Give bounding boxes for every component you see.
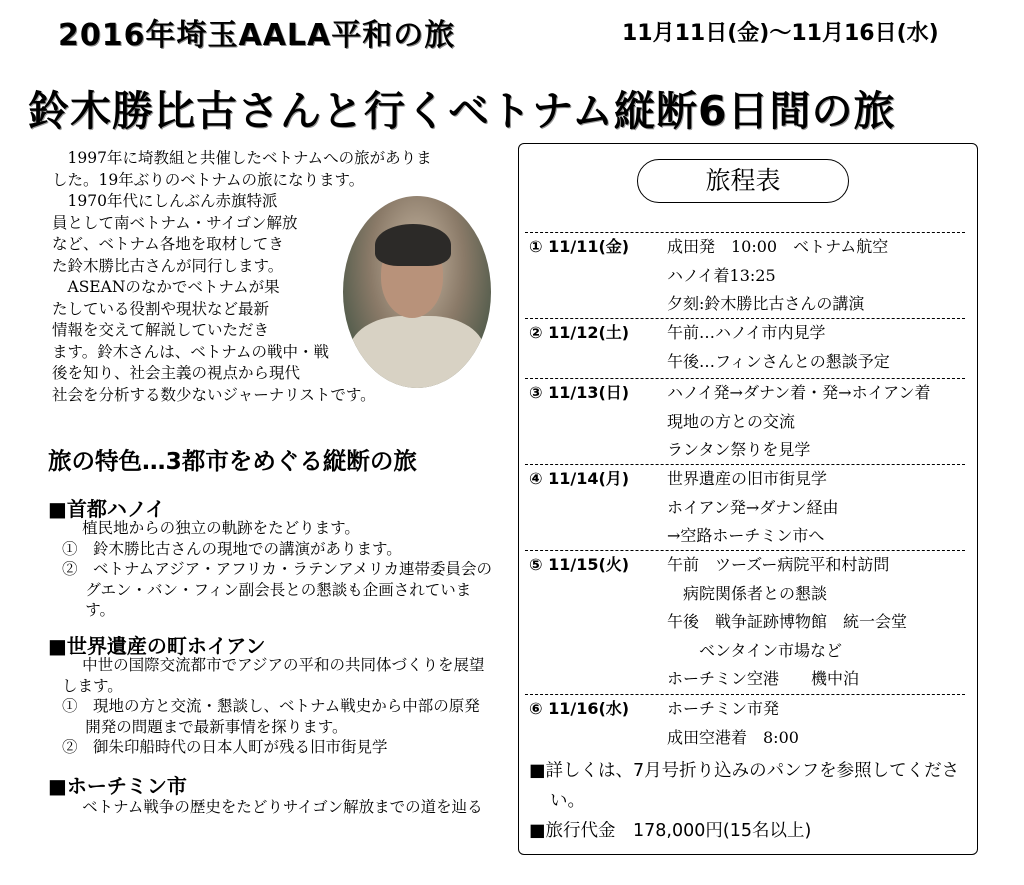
day-line: 午前…ハノイ市内見学 [667, 323, 826, 342]
day-line: 病院関係者との懇談 [667, 583, 828, 603]
section-body-hanoi [62, 518, 492, 621]
itinerary-day-6 [525, 694, 965, 753]
event-dates: 11月11日(金)～11月16日(水) [622, 21, 939, 46]
section-heading-hochiminh: ■ホーチミン市 [48, 774, 187, 798]
day-line: ホーチミン空港 機中泊 [667, 669, 860, 688]
section-lead: 植民地からの独立の軌跡をたどります。 [82, 519, 360, 537]
feature-heading: 旅の特色…3都市をめぐる縦断の旅 [48, 447, 417, 475]
event-title: 2016年埼玉AALA平和の旅 [58, 18, 456, 53]
intro-line: 1970年代にしんぶん赤旗特派 [67, 192, 278, 210]
itinerary-day-3 [525, 378, 965, 463]
intro-line: ASEANのなかでベトナムが果 [67, 278, 280, 296]
day-line: →空路ホーチミン市へ [667, 526, 825, 545]
itinerary-note [529, 756, 969, 846]
day-line: ハノイ発→ダナン着・発→ホイアン着 [667, 383, 931, 402]
section-lead: ベトナム戦争の歴史をたどりサイゴン解放までの道を辿る [82, 798, 483, 816]
intro-line: 1997年に埼教組と共催したベトナムへの旅がありま [67, 149, 432, 167]
section-body-hochiminh [62, 797, 492, 818]
section-item: ① 現地の方と交流・懇談し、ベトナム戦史から中部の原発開発の問題まで最新事情を探ります。 [62, 697, 480, 736]
itinerary-day-4 [525, 464, 965, 549]
intro-line: など、ベトナム各地を取材してき [52, 235, 284, 253]
section-item: ① 鈴木勝比古さんの現地での講演があります。 [62, 539, 402, 558]
day-line: 午後…フィンさんとの懇談予定 [667, 351, 890, 371]
intro-line: た鈴木勝比古さんが同行します。 [52, 256, 284, 275]
section-lead: 中世の国際交流都市でアジアの平和の共同体づくりを展望します。 [62, 656, 485, 695]
day-line: 世界遺産の旧市街見学 [667, 469, 828, 488]
day-label: ⑥ 11/16(水) [529, 699, 630, 718]
intro-line: 後を知り、社会主義の視点から現代 [52, 364, 301, 382]
section-item: ② ベトナムアジア・アフリカ・ラテンアメリカ連帯委員会のグエン・バン・フィン副会長との懇談も企画されています。 [62, 560, 492, 619]
intro-paragraph [52, 148, 500, 406]
pamphlet-note: ■詳しくは、7月号折り込みのパンフを参照してください。 [529, 761, 960, 811]
day-label: ③ 11/13(日) [529, 383, 630, 402]
day-line: ホイアン発→ダナン経由 [667, 497, 839, 517]
section-item: ② 御朱印船時代の日本人町が残る旧市街見学 [62, 738, 388, 756]
day-line: 成田空港着 8:00 [667, 727, 799, 747]
section-heading-hoian: ■世界遺産の町ホイアン [48, 634, 266, 658]
day-line: ハノイ着13:25 [667, 265, 776, 285]
main-title: 鈴木勝比古さんと行くベトナム縦断6日間の旅 [28, 87, 896, 135]
itinerary-day-2 [525, 318, 965, 377]
intro-line: 社会を分析する数少ないジャーナリストです。 [52, 385, 376, 404]
itinerary-day-1 [525, 232, 965, 317]
day-label: ① 11/11(金) [529, 237, 630, 256]
day-line: 午後 戦争証跡博物館 統一会堂 [667, 612, 908, 631]
section-body-hoian [62, 655, 492, 758]
section-heading-hanoi: ■首都ハノイ [48, 497, 166, 521]
itinerary-box [518, 143, 978, 855]
day-label: ⑤ 11/15(火) [529, 555, 630, 574]
itinerary-title: 旅程表 [637, 159, 849, 203]
day-label: ④ 11/14(月) [529, 469, 630, 488]
intro-line: たしている役割や現状など最新 [52, 299, 270, 318]
intro-line: 員として南ベトナム・サイゴン解放 [52, 213, 298, 232]
day-label: ② 11/12(土) [529, 323, 630, 342]
intro-line: 情報を交えて解説していただき [52, 321, 270, 339]
day-line: 夕刻:鈴木勝比古さんの講演 [667, 294, 865, 313]
intro-line: した。19年ぶりのベトナムの旅になります。 [52, 170, 365, 189]
day-line: 現地の方との交流 [667, 411, 796, 431]
day-line: ランタン祭りを見学 [667, 440, 811, 459]
day-line: ホーチミン市発 [667, 699, 780, 718]
tour-price: ■旅行代金 178,000円(15名以上) [529, 821, 812, 841]
day-line: 午前 ツーズー病院平和村訪問 [667, 555, 890, 574]
day-line: 成田発 10:00 ベトナム航空 [667, 237, 889, 256]
intro-line: ます。鈴木さんは、ベトナムの戦中・戦 [52, 342, 329, 361]
day-line: ベンタイン市場など [667, 640, 843, 660]
itinerary-day-5 [525, 550, 965, 693]
